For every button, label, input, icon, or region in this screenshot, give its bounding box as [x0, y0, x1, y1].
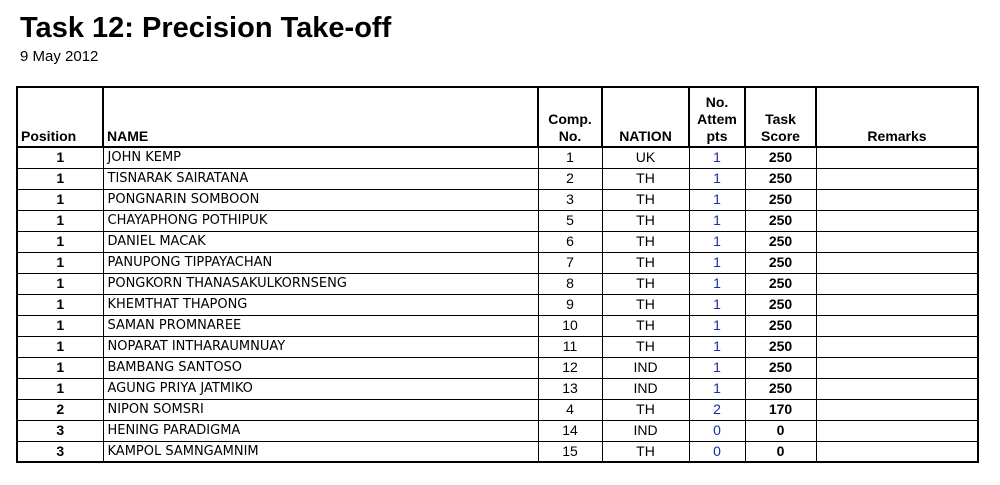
attempts-cell: 1	[689, 357, 745, 378]
remarks-cell	[816, 399, 978, 420]
attempts-cell: 1	[689, 252, 745, 273]
remarks-cell	[816, 294, 978, 315]
nation-cell: IND	[602, 378, 689, 399]
position-cell: 1	[17, 147, 103, 168]
position-cell: 1	[17, 168, 103, 189]
table-row	[17, 441, 978, 462]
task-score-cell: 250	[745, 147, 816, 168]
name-cell: TISNARAK SAIRATANA	[103, 168, 538, 189]
attempts-cell: 1	[689, 273, 745, 294]
attempts-cell: 2	[689, 399, 745, 420]
nation-cell: TH	[602, 210, 689, 231]
position-cell: 1	[17, 210, 103, 231]
comp-no-cell: 2	[538, 168, 602, 189]
nation-cell: TH	[602, 294, 689, 315]
column-header-nation: NATION	[602, 87, 689, 147]
comp-no-cell: 10	[538, 315, 602, 336]
table-row	[17, 147, 978, 168]
position-cell: 1	[17, 273, 103, 294]
nation-cell: TH	[602, 315, 689, 336]
table-row	[17, 294, 978, 315]
attempts-cell: 1	[689, 231, 745, 252]
remarks-cell	[816, 273, 978, 294]
comp-no-cell: 13	[538, 378, 602, 399]
comp-no-cell: 12	[538, 357, 602, 378]
name-cell: KAMPOL SAMNGAMNIM	[103, 441, 538, 462]
name-cell: BAMBANG SANTOSO	[103, 357, 538, 378]
task-score-cell: 250	[745, 210, 816, 231]
table-row	[17, 420, 978, 441]
nation-cell: TH	[602, 252, 689, 273]
attempts-cell: 1	[689, 168, 745, 189]
column-header-comp-no	[538, 87, 602, 147]
position-cell: 1	[17, 231, 103, 252]
column-header-task-score-label: Task Score	[761, 111, 800, 144]
position-cell: 1	[17, 189, 103, 210]
name-cell: PANUPONG TIPPAYACHAN	[103, 252, 538, 273]
task-score-cell: 250	[745, 273, 816, 294]
comp-no-cell: 1	[538, 147, 602, 168]
nation-cell: IND	[602, 357, 689, 378]
comp-no-cell: 9	[538, 294, 602, 315]
nation-cell: TH	[602, 231, 689, 252]
nation-cell: IND	[602, 420, 689, 441]
remarks-cell	[816, 420, 978, 441]
attempts-cell: 1	[689, 189, 745, 210]
position-cell: 3	[17, 420, 103, 441]
nation-cell: TH	[602, 273, 689, 294]
table-row	[17, 231, 978, 252]
column-header-name: NAME	[103, 87, 538, 147]
table-row	[17, 336, 978, 357]
task-date: 9 May 2012	[20, 48, 99, 65]
column-header-comp-no-label: Comp. No.	[548, 111, 592, 144]
attempts-cell: 1	[689, 210, 745, 231]
task-score-cell: 0	[745, 441, 816, 462]
nation-cell: TH	[602, 441, 689, 462]
task-score-cell: 0	[745, 420, 816, 441]
nation-cell: TH	[602, 168, 689, 189]
remarks-cell	[816, 168, 978, 189]
nation-cell: TH	[602, 336, 689, 357]
results-table	[16, 86, 979, 463]
name-cell: PONGKORN THANASAKULKORNSENG	[103, 273, 538, 294]
name-cell: DANIEL MACAK	[103, 231, 538, 252]
attempts-cell: 1	[689, 315, 745, 336]
comp-no-cell: 11	[538, 336, 602, 357]
remarks-cell	[816, 189, 978, 210]
remarks-cell	[816, 378, 978, 399]
table-row	[17, 357, 978, 378]
comp-no-cell: 3	[538, 189, 602, 210]
name-cell: NIPON SOMSRI	[103, 399, 538, 420]
position-cell: 1	[17, 315, 103, 336]
table-row	[17, 252, 978, 273]
task-score-cell: 250	[745, 252, 816, 273]
table-row	[17, 189, 978, 210]
remarks-cell	[816, 441, 978, 462]
position-cell: 3	[17, 441, 103, 462]
attempts-cell: 1	[689, 294, 745, 315]
remarks-cell	[816, 147, 978, 168]
name-cell: SAMAN PROMNAREE	[103, 315, 538, 336]
remarks-cell	[816, 210, 978, 231]
nation-cell: UK	[602, 147, 689, 168]
name-cell: NOPARAT INTHARAUMNUAY	[103, 336, 538, 357]
comp-no-cell: 4	[538, 399, 602, 420]
task-score-cell: 250	[745, 378, 816, 399]
task-score-cell: 250	[745, 231, 816, 252]
task-score-cell: 250	[745, 294, 816, 315]
name-cell: PONGNARIN SOMBOON	[103, 189, 538, 210]
nation-cell: TH	[602, 399, 689, 420]
table-row	[17, 378, 978, 399]
comp-no-cell: 8	[538, 273, 602, 294]
position-cell: 1	[17, 336, 103, 357]
comp-no-cell: 15	[538, 441, 602, 462]
position-cell: 1	[17, 294, 103, 315]
remarks-cell	[816, 336, 978, 357]
comp-no-cell: 6	[538, 231, 602, 252]
header-row	[17, 87, 978, 147]
page-title: Task 12: Precision Take-off	[20, 12, 392, 44]
name-cell: HENING PARADIGMA	[103, 420, 538, 441]
position-cell: 2	[17, 399, 103, 420]
remarks-cell	[816, 315, 978, 336]
task-score-cell: 250	[745, 357, 816, 378]
remarks-cell	[816, 252, 978, 273]
column-header-position: Position	[17, 87, 103, 147]
table-row	[17, 273, 978, 294]
name-cell: CHAYAPHONG POTHIPUK	[103, 210, 538, 231]
comp-no-cell: 5	[538, 210, 602, 231]
table-row	[17, 210, 978, 231]
position-cell: 1	[17, 252, 103, 273]
attempts-cell: 0	[689, 441, 745, 462]
column-header-attempts	[689, 87, 745, 147]
remarks-cell	[816, 231, 978, 252]
results-body	[17, 147, 978, 462]
column-header-remarks: Remarks	[816, 87, 978, 147]
attempts-cell: 1	[689, 378, 745, 399]
name-cell: JOHN KEMP	[103, 147, 538, 168]
position-cell: 1	[17, 357, 103, 378]
table-row	[17, 168, 978, 189]
attempts-cell: 1	[689, 147, 745, 168]
task-score-cell: 250	[745, 189, 816, 210]
column-header-attempts-label: No. Attem pts	[697, 94, 737, 144]
task-score-cell: 250	[745, 315, 816, 336]
comp-no-cell: 7	[538, 252, 602, 273]
comp-no-cell: 14	[538, 420, 602, 441]
table-row	[17, 315, 978, 336]
remarks-cell	[816, 357, 978, 378]
task-score-cell: 250	[745, 336, 816, 357]
table-row	[17, 399, 978, 420]
task-score-cell: 250	[745, 168, 816, 189]
name-cell: AGUNG PRIYA JATMIKO	[103, 378, 538, 399]
position-cell: 1	[17, 378, 103, 399]
attempts-cell: 0	[689, 420, 745, 441]
nation-cell: TH	[602, 189, 689, 210]
name-cell: KHEMTHAT THAPONG	[103, 294, 538, 315]
task-score-cell: 170	[745, 399, 816, 420]
attempts-cell: 1	[689, 336, 745, 357]
column-header-task-score	[745, 87, 816, 147]
